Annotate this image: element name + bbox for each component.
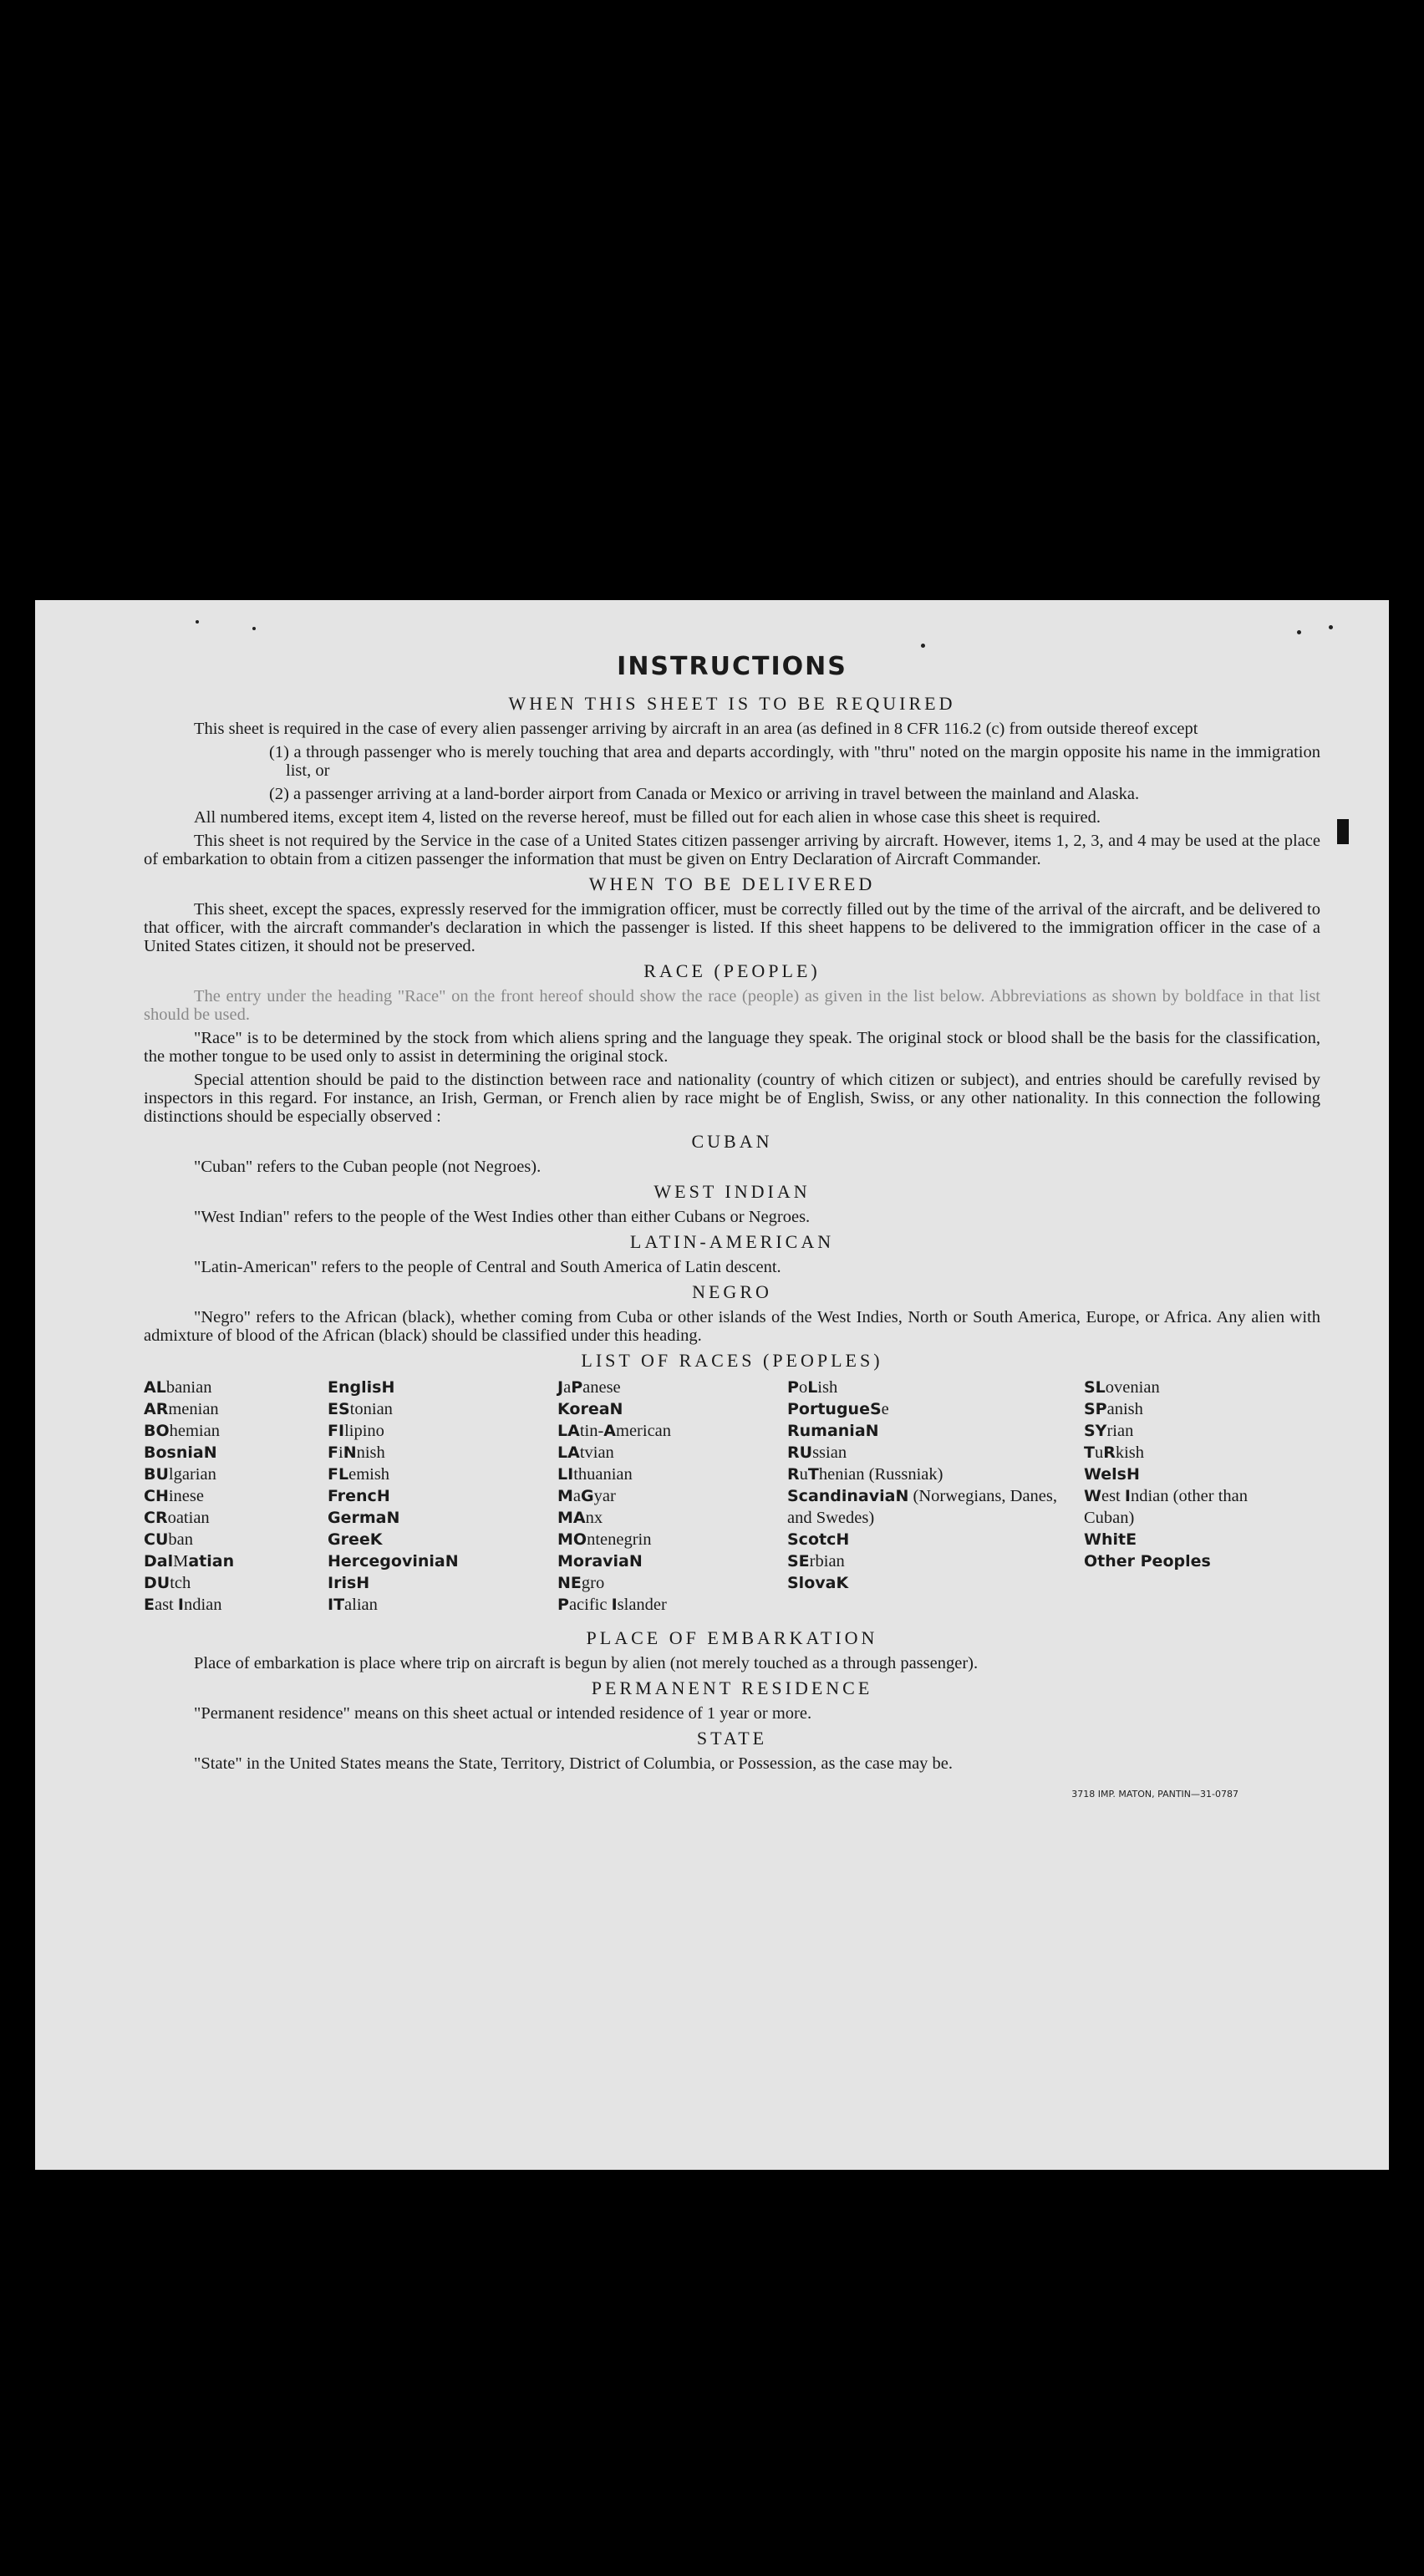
race-entry: RumaniaN bbox=[787, 1422, 879, 1440]
race-entry: ALbanian bbox=[144, 1378, 212, 1397]
race-entry: JaPanese bbox=[557, 1378, 621, 1397]
race-entry: TuRkish bbox=[1084, 1443, 1145, 1462]
document-page bbox=[35, 600, 1389, 2170]
scan-speck bbox=[1297, 630, 1301, 634]
race-entry: WelsH bbox=[1084, 1465, 1140, 1484]
text-negro: "Negro" refers to the African (black), whether coming from Cuba or other islands of the West Indies, North or South America, Europe, or Africa. Any alien with admixture of blood of the African (black) should be classified under this heading. bbox=[144, 1308, 1320, 1345]
exception-item-1: (1) a through passenger who is merely touching that area and departs accordingly, with "thru" noted on the margin opposite his name in the immigration list, or bbox=[269, 743, 1320, 780]
race-entry: IrisH bbox=[328, 1574, 370, 1592]
race-entry: EStonian bbox=[328, 1400, 393, 1418]
race-entry: SYrian bbox=[1084, 1422, 1134, 1440]
race-entry: NEgro bbox=[557, 1574, 605, 1592]
race-entry: SlovaK bbox=[787, 1574, 849, 1592]
race-entry: KoreaN bbox=[557, 1400, 623, 1418]
race-entry: BosniaN bbox=[144, 1443, 217, 1462]
race-entry: GermaN bbox=[328, 1509, 400, 1527]
scan-speck bbox=[1329, 625, 1333, 629]
section-heading-race: RACE (PEOPLE) bbox=[643, 960, 821, 981]
race-entry: ITalian bbox=[328, 1596, 378, 1614]
race-entry: Pacific Islander bbox=[557, 1596, 667, 1614]
paragraph-numbered-items: All numbered items, except item 4, listed on the reverse hereof, must be filled out for each alien in whose case this sheet is required. bbox=[194, 808, 1101, 827]
race-list bbox=[144, 1377, 1320, 1616]
race-entry: West Indian (other than Cuban) bbox=[1084, 1487, 1248, 1527]
race-entry: LIthuanian bbox=[557, 1465, 633, 1484]
race-column bbox=[144, 1377, 328, 1616]
heading-latin-american: LATIN-AMERICAN bbox=[629, 1231, 835, 1252]
page-title: INSTRUCTIONS bbox=[617, 652, 847, 681]
race-entry: LAtvian bbox=[557, 1443, 614, 1462]
race-entry: FIlipino bbox=[328, 1422, 384, 1440]
instructions-content bbox=[144, 652, 1320, 1778]
text-latin-american: "Latin-American" refers to the people of Central and South America of Latin descent. bbox=[194, 1258, 781, 1276]
race-entry: FLemish bbox=[328, 1465, 390, 1484]
text-west-indian: "West Indian" refers to the people of the West Indies other than either Cubans or Negroes. bbox=[194, 1208, 811, 1226]
race-entry: SErbian bbox=[787, 1552, 845, 1571]
race-entry: East Indian bbox=[144, 1596, 222, 1614]
section-heading-required: WHEN THIS SHEET IS TO BE REQUIRED bbox=[508, 693, 956, 714]
race-entry: ScotcH bbox=[787, 1530, 850, 1549]
binding-tab bbox=[1337, 819, 1349, 844]
race-entry: GreeK bbox=[328, 1530, 383, 1549]
race-column bbox=[787, 1377, 1084, 1616]
scan-speck bbox=[921, 644, 925, 648]
race-column bbox=[328, 1377, 557, 1616]
race-entry: MoraviaN bbox=[557, 1552, 643, 1571]
paragraph-required: This sheet is required in the case of every alien passenger arriving by aircraft in an area (as defined in 8 CFR 116.2 (c) from outside thereof except bbox=[194, 720, 1198, 738]
race-entry: MOntenegrin bbox=[557, 1530, 652, 1549]
race-column bbox=[557, 1377, 787, 1616]
race-entry: CUban bbox=[144, 1530, 193, 1549]
scan-speck bbox=[196, 620, 199, 624]
printer-imprint: 3718 IMP. MATON, PANTIN—31-0787 bbox=[1071, 1789, 1238, 1800]
race-entry: SPanish bbox=[1084, 1400, 1143, 1418]
section-heading-delivered: WHEN TO BE DELIVERED bbox=[588, 873, 876, 894]
race-entry: BUlgarian bbox=[144, 1465, 216, 1484]
heading-embarkation: PLACE OF EMBARKATION bbox=[586, 1627, 878, 1648]
race-entry: CHinese bbox=[144, 1487, 204, 1505]
race-entry: HercegoviniaN bbox=[328, 1552, 459, 1571]
race-entry: PoLish bbox=[787, 1378, 838, 1397]
race-entry: PortugueSe bbox=[787, 1400, 889, 1418]
race-entry: CRoatian bbox=[144, 1509, 210, 1527]
race-entry: FiNnish bbox=[328, 1443, 385, 1462]
text-cuban: "Cuban" refers to the Cuban people (not Negroes). bbox=[194, 1158, 542, 1176]
race-entry: RUssian bbox=[787, 1443, 847, 1462]
race-column bbox=[1084, 1377, 1301, 1616]
race-entry: LAtin-American bbox=[557, 1422, 672, 1440]
race-entry: MaGyar bbox=[557, 1487, 616, 1505]
heading-cuban: CUBAN bbox=[691, 1131, 773, 1152]
race-entry: ARmenian bbox=[144, 1400, 219, 1418]
race-entry: DUtch bbox=[144, 1574, 191, 1592]
exception-item-2: (2) a passenger arriving at a land-border airport from Canada or Mexico or arriving in travel between the mainland and Alaska. bbox=[269, 785, 1140, 803]
heading-list-of-races: LIST OF RACES (PEOPLES) bbox=[581, 1350, 883, 1371]
race-entry: WhitE bbox=[1084, 1530, 1137, 1549]
paragraph-delivered: This sheet, except the spaces, expressly reserved for the immigration officer, must be correctly filled out by the time of the arrival of the aircraft, and be delivered to that officer, with the aircraft commander's declaration in which the passenger is listed. If this sheet happens to be delivered to the immigration officer in the case of a United States citizen, it should not be preserved. bbox=[144, 900, 1320, 955]
paragraph-race-definition: "Race" is to be determined by the stock from which aliens spring and the language they speak. The original stock or blood shall be the basis for the classification, the mother tongue to be used only to assist in determining the original stock. bbox=[144, 1029, 1320, 1066]
race-entry: FrencH bbox=[328, 1487, 390, 1505]
race-entry: SLovenian bbox=[1084, 1378, 1160, 1397]
heading-negro: NEGRO bbox=[692, 1281, 772, 1302]
paragraph-race-entry: The entry under the heading "Race" on the front hereof should show the race (people) as given in the list below. Abbreviations as shown by boldface in that list should be used. bbox=[144, 987, 1320, 1024]
heading-residence: PERMANENT RESIDENCE bbox=[591, 1677, 873, 1698]
race-entry: ScandinaviaN (Norwegians, Danes, and Swedes) bbox=[787, 1487, 1058, 1527]
text-state: "State" in the United States means the State, Territory, District of Columbia, or Possession, as the case may be. bbox=[194, 1754, 954, 1773]
race-entry: DalMatian bbox=[144, 1552, 235, 1571]
text-residence: "Permanent residence" means on this sheet actual or intended residence of 1 year or more. bbox=[194, 1704, 812, 1723]
race-entry: EnglisH bbox=[328, 1378, 395, 1397]
paragraph-race-nationality: Special attention should be paid to the distinction between race and nationality (country of which citizen or subject), and entries should be carefully revised by inspectors in this regard. For instance, an Irish, German, or French alien by race might be of English, Swiss, or any other nationality. In this connection the following distinctions should be especially observed : bbox=[144, 1071, 1320, 1126]
scan-speck bbox=[252, 627, 256, 630]
heading-state: STATE bbox=[696, 1728, 768, 1749]
race-entry: RuThenian (Russniak) bbox=[787, 1465, 943, 1484]
paragraph-citizen: This sheet is not required by the Service in the case of a United States citizen passenger arriving by aircraft. However, items 1, 2, 3, and 4 may be used at the place of embarkation to obtain from a citizen passenger the information that must be given on Entry Declaration of Aircraft Commander. bbox=[144, 832, 1320, 868]
race-entry: Other Peoples bbox=[1084, 1552, 1211, 1571]
text-embarkation: Place of embarkation is place where trip on aircraft is begun by alien (not merely touched as a through passenger). bbox=[194, 1654, 979, 1672]
heading-west-indian: WEST INDIAN bbox=[654, 1181, 811, 1202]
race-entry: BOhemian bbox=[144, 1422, 220, 1440]
race-entry: MAnx bbox=[557, 1509, 603, 1527]
